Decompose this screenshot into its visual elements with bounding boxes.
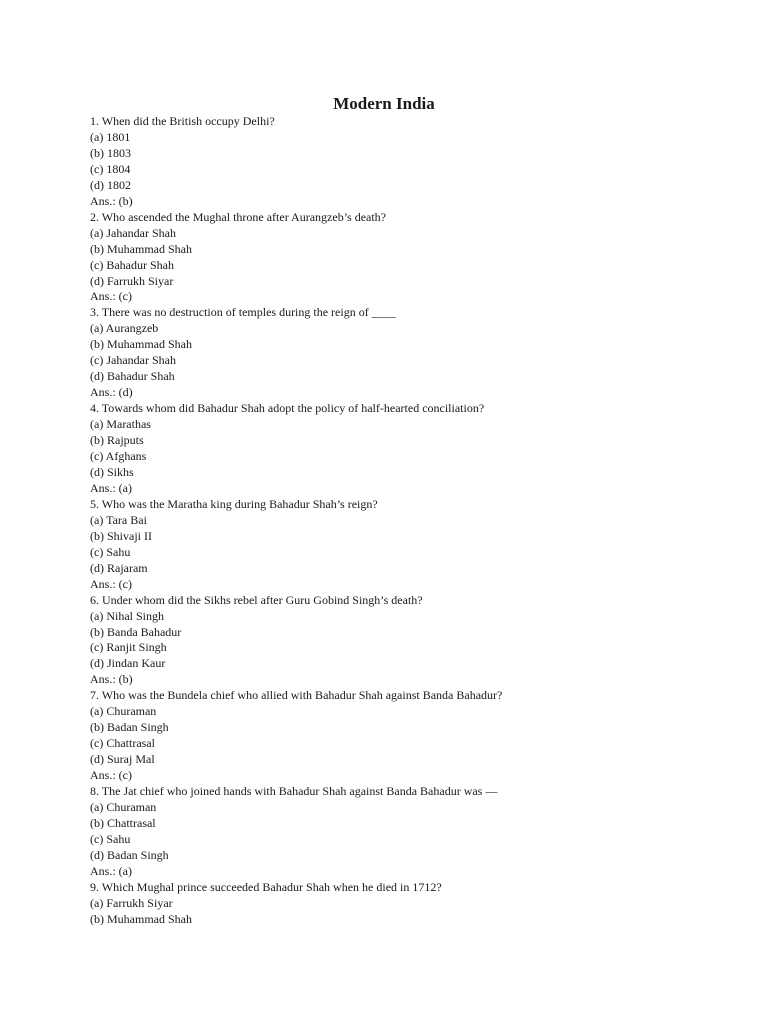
answer-option: (b) Muhammad Shah [90,241,192,256]
answer-key: Ans.: (a) [90,863,132,878]
question-block [90,305,730,401]
answer-option: (b) Muhammad Shah [90,911,192,926]
answer-option: (a) Jahandar Shah [90,225,176,240]
answer-option: (b) Muhammad Shah [90,337,192,352]
answer-key: Ans.: (c) [90,576,132,591]
answer-option: (d) Bahadur Shah [90,369,175,384]
answer-option: (c) Sahu [90,544,131,559]
answer-option: (b) Chattrasal [90,815,156,830]
question-text: 9. Which Mughal prince succeeded Bahadur Shah when he died in 1712? [90,879,442,894]
question-block [90,401,730,497]
question-block [90,114,730,210]
answer-option: (c) Chattrasal [90,736,155,751]
answer-key: Ans.: (c) [90,289,132,304]
question-text: 6. Under whom did the Sikhs rebel after Guru Gobind Singh’s death? [90,592,423,607]
question-block [90,880,730,928]
answer-option: (c) Bahadur Shah [90,257,174,272]
answer-option: (b) Badan Singh [90,720,169,735]
answer-option: (c) Sahu [90,831,131,846]
question-text: 8. The Jat chief who joined hands with Bahadur Shah against Banda Bahadur was — [90,784,498,799]
answer-option: (d) Badan Singh [90,847,169,862]
question-text: 5. Who was the Maratha king during Bahadur Shah’s reign? [90,496,378,511]
page-title: Modern India [333,94,435,113]
question-block [90,688,730,784]
answer-option: (d) Farrukh Siyar [90,273,174,288]
question-list [90,114,730,928]
answer-option: (a) 1801 [90,129,131,144]
question-block [90,784,730,880]
answer-option: (d) Jindan Kaur [90,656,166,671]
answer-key: Ans.: (b) [90,672,133,687]
answer-option: (a) Churaman [90,704,157,719]
answer-option: (b) Shivaji II [90,528,152,543]
answer-option: (a) Farrukh Siyar [90,895,173,910]
question-text: 4. Towards whom did Bahadur Shah adopt the policy of half-hearted conciliation? [90,401,485,416]
answer-key: Ans.: (d) [90,385,133,400]
question-block [90,210,730,306]
answer-option: (a) Nihal Singh [90,608,164,623]
answer-option: (b) 1803 [90,145,131,160]
question-text: 2. Who ascended the Mughal throne after Aurangzeb’s death? [90,209,387,224]
answer-option: (c) 1804 [90,161,131,176]
answer-option: (c) Ranjit Singh [90,640,167,655]
answer-option: (b) Rajputs [90,433,144,448]
question-block [90,593,730,689]
answer-option: (c) Afghans [90,449,147,464]
answer-option: (b) Banda Bahadur [90,624,182,639]
answer-option: (a) Churaman [90,799,157,814]
answer-key: Ans.: (c) [90,768,132,783]
question-text: 3. There was no destruction of temples during the reign of ____ [90,305,396,320]
answer-option: (d) 1802 [90,177,131,192]
answer-key: Ans.: (b) [90,193,133,208]
answer-option: (d) Suraj Mal [90,752,155,767]
answer-option: (a) Tara Bai [90,512,147,527]
answer-option: (d) Sikhs [90,464,134,479]
question-text: 1. When did the British occupy Delhi? [90,114,275,128]
answer-option: (c) Jahandar Shah [90,353,176,368]
question-block [90,497,730,593]
answer-option: (a) Aurangzeb [90,321,159,336]
answer-key: Ans.: (a) [90,480,132,495]
answer-option: (a) Marathas [90,417,151,432]
question-text: 7. Who was the Bundela chief who allied with Bahadur Shah against Banda Bahadur? [90,688,503,703]
answer-option: (d) Rajaram [90,560,148,575]
